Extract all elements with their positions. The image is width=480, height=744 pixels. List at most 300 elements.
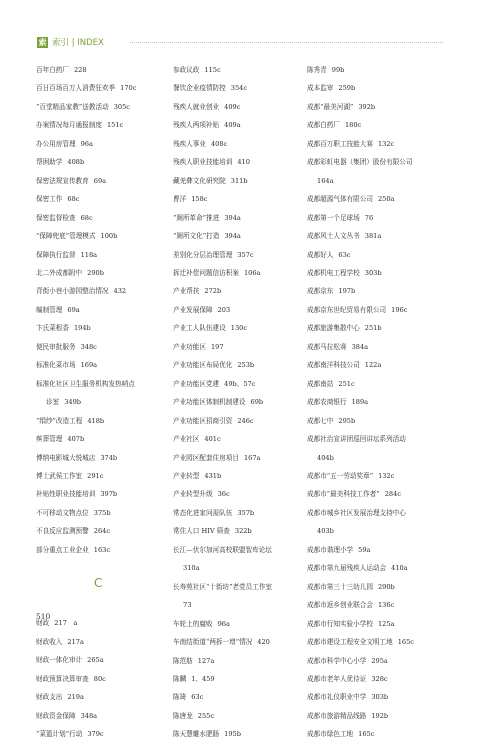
index-page-ref: 253b xyxy=(237,361,255,370)
index-term: 成都市谐理小学 xyxy=(307,545,354,554)
page-header xyxy=(0,0,480,56)
index-entry xyxy=(173,246,303,264)
index-term: 成都“最美河湖” xyxy=(307,102,354,111)
index-term: 成都京东世纪贸易有限公司 xyxy=(307,305,387,314)
index-entry xyxy=(173,707,303,725)
index-term: 成都市科学中心小学 xyxy=(307,656,367,665)
index-page-ref: 165c xyxy=(397,638,414,647)
index-term: 残疾人事业 xyxy=(173,139,206,148)
index-page-ref: 310a xyxy=(183,564,200,573)
index-term: 产业转型 xyxy=(173,471,200,480)
index-entry xyxy=(307,504,447,522)
index-entry xyxy=(36,504,162,522)
index-term: 成都市“五一劳动奖章” xyxy=(307,471,374,480)
index-term: 标准化社区卫生服务机构发热哨点 xyxy=(36,379,135,388)
index-entry xyxy=(307,338,447,356)
index-page-ref: 409a xyxy=(224,121,241,130)
index-term: 便民审批服务 xyxy=(36,342,76,351)
index-entry xyxy=(173,153,303,171)
index-term: 成都社治宣讲团巡回讲坛系列活动 xyxy=(307,435,406,444)
index-entry xyxy=(36,485,162,503)
index-entry xyxy=(36,172,162,190)
index-term: 成都市城乡社区发展治理支持中心 xyxy=(307,508,406,517)
index-entry xyxy=(307,670,447,688)
index-page-ref: 69b xyxy=(250,398,264,407)
index-term: 办公用房管理 xyxy=(36,139,76,148)
index-term: 百年白药厂 xyxy=(36,66,69,74)
index-entry xyxy=(173,135,303,153)
index-entry xyxy=(173,541,303,559)
index-entry xyxy=(173,652,303,670)
index-term: 差别化分层治理管理 xyxy=(173,250,233,259)
index-term: 财政支出 xyxy=(36,693,63,702)
index-term: 成都市绿色工地 xyxy=(307,730,354,739)
index-term: 成都机电工程学校 xyxy=(307,268,360,277)
index-page-ref: 69a xyxy=(67,305,80,314)
index-term: 诊室 xyxy=(46,398,60,407)
index-term: 成都旅游集散中心 xyxy=(307,324,360,333)
index-entry xyxy=(173,430,303,448)
index-entry xyxy=(307,522,447,540)
index-term: 产业发展保障 xyxy=(173,305,213,314)
index-entry xyxy=(307,375,447,393)
index-page-ref: 197b xyxy=(338,287,356,296)
index-page-ref: 100b xyxy=(100,232,118,241)
index-term: 陈琦 xyxy=(173,693,187,702)
index-term: 成都市建设工程安全文明工地 xyxy=(307,638,393,647)
index-term: “菜篮计划”行动 xyxy=(36,729,83,738)
index-entry xyxy=(173,485,303,503)
index-page-ref: 379c xyxy=(87,729,104,738)
index-term: 成都市返乡创业联合会 xyxy=(307,601,373,610)
index-term: 成都市礼仪职业中学 xyxy=(307,693,367,702)
header-divider xyxy=(130,42,443,43)
page-number: 510 xyxy=(36,612,51,621)
index-entry xyxy=(307,135,447,153)
index-entry xyxy=(36,135,162,153)
index-page-ref: 68c xyxy=(80,213,93,222)
index-page-ref: 272b xyxy=(204,287,222,296)
index-entry xyxy=(173,449,303,467)
index-page-ref: 165c xyxy=(358,730,375,739)
index-page-ref: 354c xyxy=(230,84,248,93)
index-term: “绢纱”改造工程 xyxy=(36,416,83,425)
index-entry xyxy=(36,688,162,706)
index-entry xyxy=(36,227,162,245)
index-page-ref: 73 xyxy=(183,601,192,610)
index-term: 餐饮企业疫情防控 xyxy=(173,84,226,93)
index-entry xyxy=(307,319,447,337)
index-entry xyxy=(36,79,162,97)
index-entry xyxy=(173,504,303,522)
index-term: 成都市行知实验小学校 xyxy=(307,619,373,628)
index-entry xyxy=(173,319,303,337)
index-entry xyxy=(36,449,162,467)
index-page-ref: 322b xyxy=(234,527,252,536)
index-term: 产业功能区党建 xyxy=(173,379,220,388)
index-page-ref: 49b、57c xyxy=(224,379,256,388)
index-page-ref: 401c xyxy=(204,435,221,444)
index-term: 残疾人就业创业 xyxy=(173,102,220,111)
index-term: 博士武侯工作室 xyxy=(36,471,83,480)
index-entry xyxy=(307,596,447,614)
index-term: 成都市“最美科技工作者” xyxy=(307,490,380,499)
index-page-ref: 217 a xyxy=(54,619,78,628)
index-entry xyxy=(36,264,162,282)
index-entry xyxy=(173,467,303,485)
index-entry xyxy=(307,578,447,596)
index-page-ref: 228 xyxy=(73,66,87,74)
index-page-ref: 251c xyxy=(338,379,355,388)
index-page-ref: 169a xyxy=(80,361,98,370)
index-entry xyxy=(173,559,303,577)
index-entry xyxy=(173,301,303,319)
index-page-ref: 118a xyxy=(80,250,98,259)
index-entry xyxy=(307,264,447,282)
index-page-ref: 375b xyxy=(93,508,111,517)
index-column-2 xyxy=(173,61,303,744)
index-entry xyxy=(36,282,162,300)
index-entry xyxy=(173,633,303,651)
index-entry xyxy=(307,116,447,134)
index-entry xyxy=(307,412,447,430)
index-page-ref: 246c xyxy=(237,416,254,425)
index-page-ref: 348a xyxy=(80,711,98,720)
index-page-ref: 349b xyxy=(64,398,81,407)
index-page-ref: 381a xyxy=(364,232,382,241)
index-page-ref: 217a xyxy=(67,637,84,646)
index-entry xyxy=(307,98,447,116)
index-entry xyxy=(307,153,447,171)
index-entry xyxy=(36,633,162,651)
index-entry xyxy=(307,190,447,208)
section-gap xyxy=(36,559,162,614)
index-logo-icon: 索 xyxy=(38,38,47,47)
index-page-ref: 180c xyxy=(344,121,362,130)
index-term: 成都好人 xyxy=(307,250,334,259)
index-term: 百日百场百万人消费狂欢季 xyxy=(36,84,116,93)
index-term: 财政 xyxy=(36,619,50,628)
index-page-ref: 311b xyxy=(230,176,248,185)
index-page-ref: 409c xyxy=(224,102,241,111)
index-page-ref: 170c xyxy=(120,84,137,93)
index-term: 成都百万职工技能大赛 xyxy=(307,139,373,148)
index-page-ref: 189a xyxy=(351,398,369,407)
index-term: 常住人口 HIV 筛查 xyxy=(173,527,230,536)
index-page-ref: 394a xyxy=(224,213,241,222)
index-entry xyxy=(36,412,162,430)
index-term: 产业社区 xyxy=(173,435,200,444)
index-term: 财政预算决算审查 xyxy=(36,674,89,683)
index-term: 陈麟 xyxy=(173,674,187,683)
index-term: 车南结街道“两拆一增”情况 xyxy=(173,638,253,647)
index-page-ref: 408b xyxy=(67,158,85,167)
index-entry xyxy=(307,467,447,485)
index-page-ref: 264c xyxy=(93,527,111,536)
index-entry xyxy=(173,596,303,614)
index-term: 标准化菜市场 xyxy=(36,361,76,370)
index-entry xyxy=(36,98,162,116)
index-page-ref: 374b xyxy=(100,453,118,462)
index-entry xyxy=(36,522,162,540)
index-entry xyxy=(307,615,447,633)
index-page-ref: 305c xyxy=(113,102,130,111)
index-term: 残疾人两项补贴 xyxy=(173,121,220,130)
index-page-ref: 99b xyxy=(331,66,345,74)
index-page-ref: 418b xyxy=(87,416,105,425)
index-page-ref: 192b xyxy=(371,711,389,720)
index-entry xyxy=(307,61,447,79)
index-term: 车轮上的腐败 xyxy=(173,619,213,628)
index-term: 长江—伏尔加河高校联盟智库论坛 xyxy=(173,545,272,554)
index-term: 产业转型升级 xyxy=(173,490,213,499)
index-page-ref: 290b xyxy=(377,582,395,591)
index-term: 拆迁补偿问题信访积案 xyxy=(173,268,239,277)
index-page-ref: 167a xyxy=(243,453,261,462)
index-column-3 xyxy=(307,61,447,744)
index-page-ref: 132c xyxy=(378,471,395,480)
index-entry xyxy=(173,282,303,300)
index-entry xyxy=(36,246,162,264)
index-term: 产业功能区 xyxy=(173,342,206,351)
index-term: 博纳电影城大悦城店 xyxy=(36,453,96,462)
index-entry xyxy=(173,412,303,430)
index-term: 成都市第三十三幼儿园 xyxy=(307,582,373,591)
index-entry xyxy=(307,559,447,577)
index-entry xyxy=(307,79,447,97)
index-entry xyxy=(173,338,303,356)
index-page-ref: 115c xyxy=(204,66,221,74)
index-term: 殡葬管理 xyxy=(36,435,63,444)
index-term: 卞氏菜根香 xyxy=(36,324,69,333)
index-page-ref: 384a xyxy=(351,342,369,351)
index-term: “百堂精品家教”送教活动 xyxy=(36,102,109,111)
index-term: 产业功能区招商引资 xyxy=(173,416,233,425)
index-page-ref: 122a xyxy=(364,361,382,370)
index-term: 不可移动文物点位 xyxy=(36,508,89,517)
index-page-ref: 431b xyxy=(204,471,222,480)
index-term: 参政议政 xyxy=(173,66,200,74)
index-page-ref: 125a xyxy=(377,619,395,628)
index-term: 产业园区配套住房项目 xyxy=(173,453,239,462)
index-entry xyxy=(36,467,162,485)
index-page-ref: 163c xyxy=(93,545,111,554)
index-term: 不良反应监测预警 xyxy=(36,527,89,536)
index-term: 成都彩虹电器（集团）股份有限公司 xyxy=(307,158,413,167)
index-term: 曹洋 xyxy=(173,195,187,204)
index-entry xyxy=(307,172,447,190)
index-entry xyxy=(173,190,303,208)
index-page-ref: 420 xyxy=(257,638,270,647)
index-entry xyxy=(173,209,303,227)
index-entry xyxy=(307,633,447,651)
index-entry xyxy=(36,209,162,227)
index-page-ref: 158c xyxy=(191,195,208,204)
index-entry xyxy=(36,375,162,393)
index-page-ref: 403b xyxy=(317,527,334,536)
index-term: 成都马拉松赛 xyxy=(307,342,347,351)
index-entry xyxy=(36,393,162,411)
index-term: 部分重点工业企业 xyxy=(36,545,89,554)
index-entry xyxy=(36,116,162,134)
index-entry xyxy=(307,725,447,743)
index-entry xyxy=(307,485,447,503)
index-term: 背街小巷小游园整治情况 xyxy=(36,287,109,296)
index-entry xyxy=(307,209,447,227)
index-page-ref: 194b xyxy=(73,324,91,333)
index-term: 成都市第九届残疾人运动会 xyxy=(307,564,387,573)
index-entry xyxy=(36,190,162,208)
index-page-ref: 303b xyxy=(364,268,382,277)
index-entry xyxy=(36,541,162,559)
index-term: 常态化进家问需队伍 xyxy=(173,508,233,517)
index-page-ref: 132c xyxy=(377,139,395,148)
index-page-ref: 284c xyxy=(384,490,401,499)
header-title: 索引 | INDEX xyxy=(52,38,104,48)
index-term: 办案情况每月通报制度 xyxy=(36,121,102,130)
index-term: 产业帮扶 xyxy=(173,287,200,296)
index-entry xyxy=(36,319,162,337)
index-page-ref: 197 xyxy=(210,342,224,351)
index-page-ref: 407b xyxy=(67,435,85,444)
index-term: 成都风土人文丛书 xyxy=(307,232,360,241)
index-page-ref: 250a xyxy=(377,195,395,204)
index-page-ref: 68c xyxy=(67,195,80,204)
index-page-ref: 130c xyxy=(230,324,248,333)
index-term: 残疾人职业技能培训 xyxy=(173,158,233,167)
index-term: 成都京东 xyxy=(307,287,334,296)
index-term: 保密工作 xyxy=(36,195,63,204)
index-entry xyxy=(307,652,447,670)
index-term: 成都市旅游精品线路 xyxy=(307,711,367,720)
index-entry xyxy=(307,541,447,559)
index-entry xyxy=(36,301,162,319)
index-term: 成都超源气体有限公司 xyxy=(307,195,373,204)
index-page-ref: 136c xyxy=(377,601,395,610)
index-term: 产业功能区体制机制建设 xyxy=(173,398,246,407)
index-page-ref: 295b xyxy=(338,416,356,425)
index-term: 财政一体化审计 xyxy=(36,656,83,665)
index-entry xyxy=(307,393,447,411)
index-page-ref: 251b xyxy=(364,324,382,333)
index-entry xyxy=(173,116,303,134)
index-term: 编制管理 xyxy=(36,305,63,314)
index-entry xyxy=(173,522,303,540)
index-term: 成都市老年人优待证 xyxy=(307,674,367,683)
index-term: 成都第一个足球场 xyxy=(307,213,360,222)
index-term: 产业工人队伍建设 xyxy=(173,324,226,333)
index-page-ref: 96a xyxy=(217,619,230,628)
index-page-ref: 290b xyxy=(87,268,104,277)
index-term: 北二外成都附中 xyxy=(36,268,83,277)
index-entry xyxy=(36,153,162,171)
index-term: 成都七中 xyxy=(307,416,334,425)
index-page-ref: 394a xyxy=(224,232,241,241)
index-page-ref: 291c xyxy=(87,471,104,480)
index-page-ref: 127a xyxy=(197,656,215,665)
index-page-ref: 36c xyxy=(217,490,230,499)
index-page-ref: 80c xyxy=(93,674,106,683)
index-term: 成都南站 xyxy=(307,379,334,388)
index-column-1 xyxy=(36,61,162,743)
index-page-ref: 408c xyxy=(210,139,228,148)
index-entry xyxy=(173,578,303,596)
index-entry xyxy=(173,227,303,245)
index-term: 成本监审 xyxy=(307,84,334,93)
index-page-ref: 255c xyxy=(197,711,215,720)
section-letter: C xyxy=(94,576,103,591)
index-entry xyxy=(173,688,303,706)
index-entry xyxy=(173,61,303,79)
index-term: 陈天慧雕水肥肠 xyxy=(173,730,220,739)
index-page-ref: 397b xyxy=(100,490,118,499)
index-term: 陈秀青 xyxy=(307,66,327,74)
index-entry xyxy=(307,227,447,245)
index-entry xyxy=(307,282,447,300)
index-page-ref: 96a xyxy=(80,139,93,148)
index-term: 财政收入 xyxy=(36,637,63,646)
index-term: 陈范舫 xyxy=(173,656,193,665)
index-page-ref: 164a xyxy=(317,176,334,185)
index-term: 成都南洋科技公司 xyxy=(307,361,360,370)
index-entry xyxy=(36,651,162,669)
index-entry xyxy=(173,670,303,688)
index-term: 保障执行监督 xyxy=(36,250,76,259)
index-entry xyxy=(173,79,303,97)
index-term: 长寿苑社区“十街坊”老党员工作室 xyxy=(173,582,273,591)
index-term: 成都白药厂 xyxy=(307,121,340,130)
index-entry xyxy=(173,264,303,282)
index-entry xyxy=(173,375,303,393)
index-entry xyxy=(173,356,303,374)
index-page-ref: 1、459 xyxy=(191,674,215,683)
index-page-ref: 76 xyxy=(364,213,374,222)
index-entry xyxy=(36,338,162,356)
index-page-ref: 63c xyxy=(338,250,351,259)
index-entry xyxy=(307,430,447,448)
index-entry xyxy=(36,670,162,688)
index-page-ref: 357c xyxy=(237,250,254,259)
index-page-ref: 404b xyxy=(317,453,334,462)
index-page-ref: 196c xyxy=(391,305,408,314)
index-page-ref: 151c xyxy=(106,121,124,130)
index-page-ref: 295a xyxy=(371,656,388,665)
index-term: “厕所革命”推进 xyxy=(173,213,220,222)
index-entry xyxy=(307,688,447,706)
index-entry xyxy=(36,61,162,79)
index-entry xyxy=(36,356,162,374)
index-entry xyxy=(36,725,162,743)
index-entry xyxy=(173,172,303,190)
index-entry xyxy=(307,246,447,264)
index-page-ref: 203 xyxy=(217,305,231,314)
index-term: 产业功能区布局优化 xyxy=(173,361,233,370)
index-entry xyxy=(307,449,447,467)
index-page-ref: 348c xyxy=(80,342,97,351)
index-page-ref: 303b xyxy=(371,693,389,702)
index-page-ref: 392b xyxy=(358,102,376,111)
index-entry xyxy=(36,614,162,632)
index-entry xyxy=(307,356,447,374)
index-term: 补贴性职业技能培训 xyxy=(36,490,96,499)
index-term: 帮困助学 xyxy=(36,158,63,167)
index-entry xyxy=(307,707,447,725)
index-page-ref: 328c xyxy=(371,674,388,683)
index-term: 藏羌彝文化研究院 xyxy=(173,176,226,185)
index-page-ref: 357b xyxy=(237,508,255,517)
index-page-ref: 195b xyxy=(224,730,241,739)
index-page-ref: 265a xyxy=(87,656,104,665)
